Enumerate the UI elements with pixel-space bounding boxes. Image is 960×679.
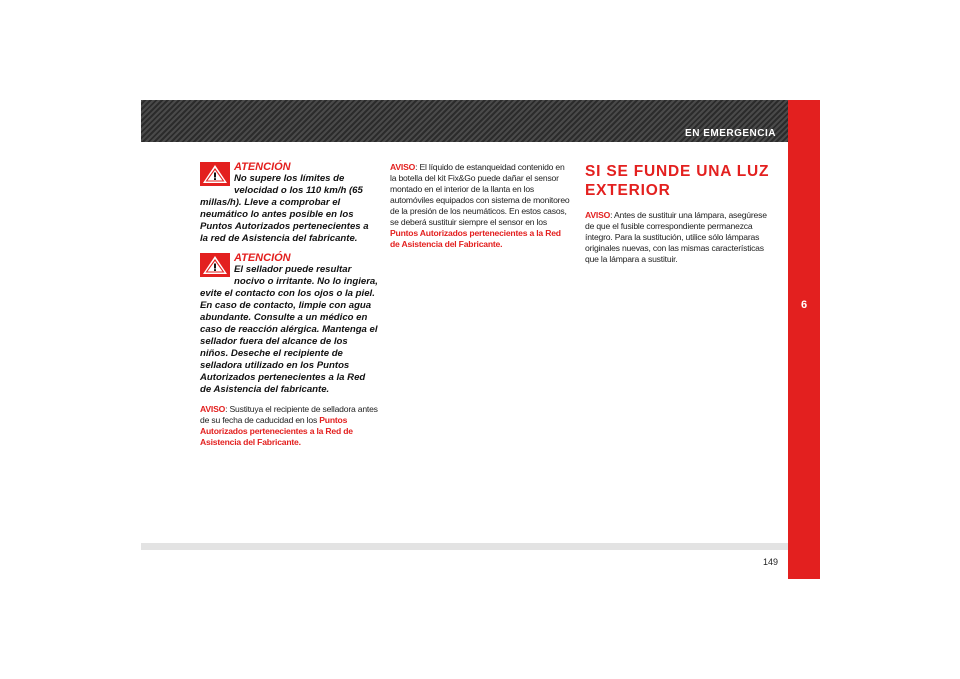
- chapter-tab: [788, 100, 820, 579]
- header-band: [141, 100, 788, 142]
- warning-text: No supere los límites de velocidad o los 110 km/h (65 millas/h). Lleve a comprobar el neumático lo antes posible en los Puntos Autorizados pertenecientes a la red de Asistencia del fabricante.: [200, 173, 369, 244]
- note-label: AVISO: [585, 210, 611, 220]
- note-label: AVISO: [200, 404, 226, 414]
- note-label: AVISO: [390, 162, 416, 172]
- section-heading: SI SE FUNDE UNA LUZ EXTERIOR: [585, 163, 770, 199]
- warning-title: ATENCIÓN: [234, 161, 291, 173]
- section-title: EN EMERGENCIA: [685, 128, 776, 139]
- warning-triangle-icon: [200, 253, 230, 277]
- note-text: : Sustituya el recipiente de selladora antes de su fecha de caducidad en los: [200, 404, 378, 425]
- note-bold-text: Puntos Autorizados pertenecientes a la Red de Asistencia del Fabricante.: [390, 228, 561, 249]
- page-number: 149: [762, 557, 778, 567]
- note-replace-sealant: [200, 404, 378, 448]
- warning-title: ATENCIÓN: [234, 252, 291, 264]
- warning-text: El sellador puede resultar nocivo o irritante. No lo ingiera, evite el contacto con los ojos o la piel. En caso de contacto, limpie con agua abundante. Consulte a un médico en caso de reacción alérgica. Mantenga el sellador fuera del alcance de los niños. Deseche el recipiente de selladora utilizado en los Puntos Autorizados pertenecientes a la Red de Asistencia del fabricante.: [200, 264, 378, 395]
- note-bulb-replacement: [585, 210, 770, 265]
- column-3: [585, 162, 770, 265]
- note-text: : El líquido de estanqueidad contenido en la botella del kit Fix&Go puede dañar el sensor montado en el interior de la llanta en los automóviles equipados con sistema de monitoreo de la presión de los neumáticos. En estos casos, se deberá sustituir siempre el sensor en los: [390, 162, 570, 227]
- column-2: [390, 162, 570, 250]
- warning-block-sealant: [200, 253, 378, 396]
- chapter-number: 6: [800, 299, 808, 311]
- note-sensor-damage: [390, 162, 570, 250]
- note-bold-text: Puntos Autorizados pertenecientes a la Red de Asistencia del Fabricante.: [200, 415, 353, 447]
- note-text: : Antes de sustituir una lámpara, asegúrese de que el fusible correspondiente permanezca íntegro. Para la sustitución, utilice sólo lámparas originales nuevas, con las mismas características que la lámpara a sustituir.: [585, 210, 767, 264]
- column-1: [200, 162, 378, 448]
- warning-block-speed: [200, 162, 378, 245]
- footer-band: [141, 543, 788, 550]
- warning-triangle-icon: [200, 162, 230, 186]
